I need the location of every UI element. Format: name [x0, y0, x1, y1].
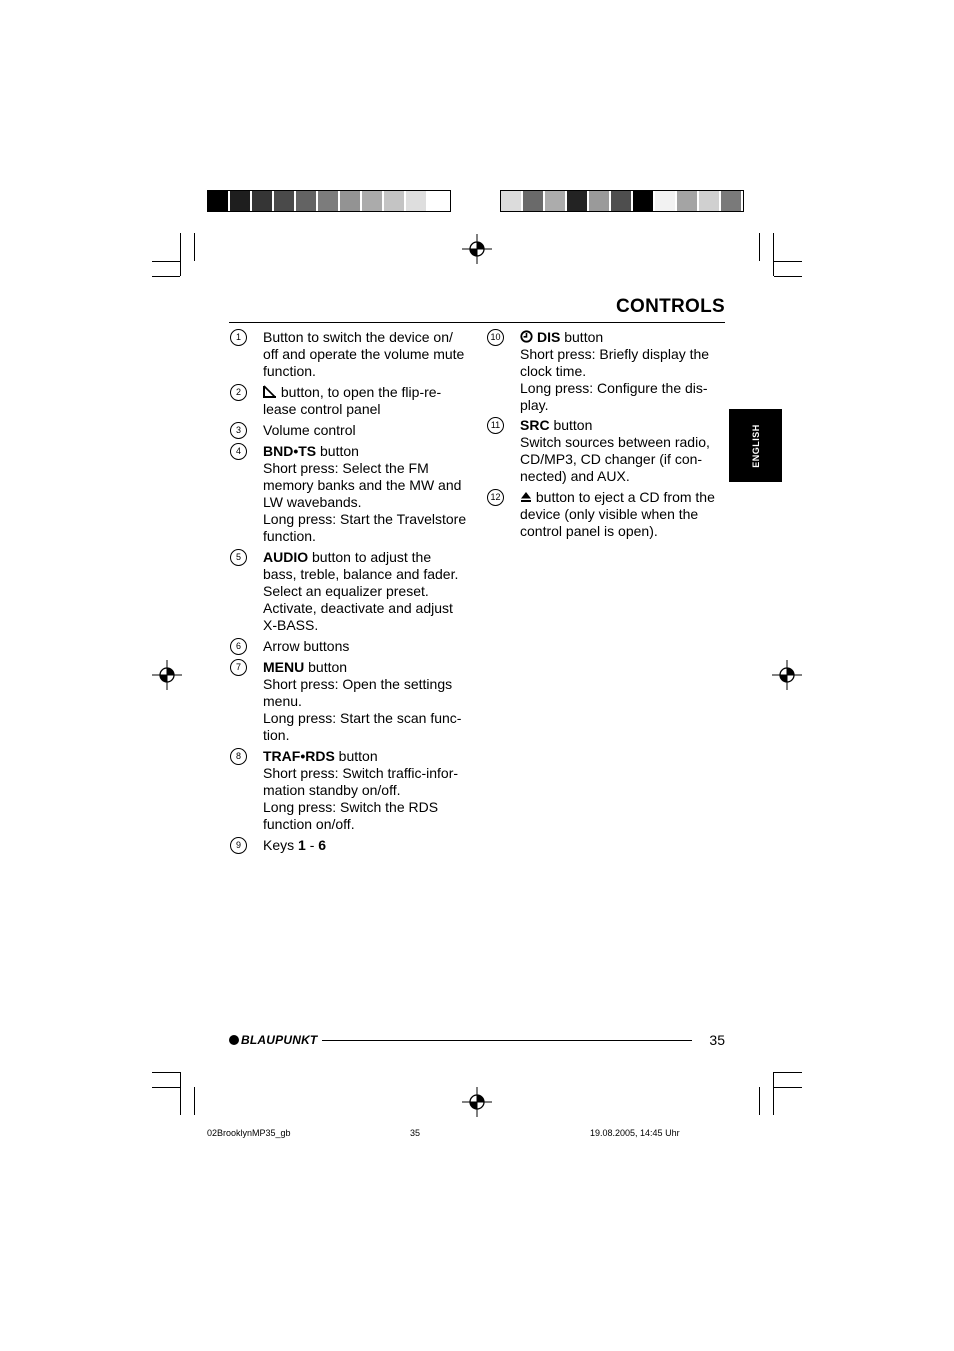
registration-mark-left	[152, 660, 182, 690]
color-swatch	[611, 191, 631, 211]
item-text-line: bass, treble, balance and fader.	[263, 566, 459, 582]
item-text-line: Short press: Switch traffic-infor-	[263, 765, 459, 781]
item-text-line: X-BASS.	[263, 617, 319, 633]
slug-page: 35	[410, 1128, 421, 1138]
language-tab	[729, 409, 782, 482]
item-number: 10	[487, 329, 504, 346]
color-swatch	[274, 191, 294, 211]
color-swatch	[567, 191, 587, 211]
key-range-end: 6	[318, 837, 327, 853]
item-text-line: Arrow buttons	[263, 638, 350, 654]
item-text-line: Button to switch the device on/	[263, 329, 453, 345]
item-text-rest: button	[304, 659, 348, 675]
item-button-name: SRC	[520, 417, 550, 433]
color-swatch	[655, 191, 675, 211]
page-number: 35	[709, 1032, 725, 1048]
color-swatch	[230, 191, 250, 211]
item-text-line: off and operate the volume mute	[263, 346, 465, 362]
footer-rule	[322, 1040, 692, 1041]
color-swatch	[633, 191, 653, 211]
title-rule	[229, 322, 725, 323]
item-number: 12	[487, 489, 504, 506]
registration-mark-top	[462, 234, 492, 264]
color-swatch	[340, 191, 360, 211]
item-text-line: Select an equalizer preset.	[263, 583, 429, 599]
item-text-line: Long press: Start the Travelstore	[263, 511, 467, 527]
brand-name: BLAUPUNKT	[241, 1033, 318, 1047]
item-text-rest: button	[334, 748, 378, 764]
slug-date: 19.08.2005, 14:45 Uhr	[590, 1128, 680, 1138]
color-swatch	[318, 191, 338, 211]
color-swatch	[384, 191, 404, 211]
color-swatch	[699, 191, 719, 211]
item-text-line: mation standby on/off.	[263, 782, 401, 798]
item-text-rest: button	[549, 417, 593, 433]
eject-icon	[520, 491, 532, 503]
color-swatch	[501, 191, 521, 211]
color-swatch	[677, 191, 697, 211]
registration-mark-bottom	[462, 1087, 492, 1117]
item-text-line: memory banks and the MW and	[263, 477, 462, 493]
item-button-name: AUDIO	[263, 549, 309, 565]
item-number: 7	[230, 659, 247, 676]
brand-dot-icon	[229, 1035, 239, 1045]
item-text-line: function.	[263, 363, 316, 379]
color-swatch	[589, 191, 609, 211]
item-number: 6	[230, 638, 247, 655]
item-text-line: clock time.	[520, 363, 587, 379]
color-swatch	[721, 191, 741, 211]
item-text-line: Long press: Configure the dis-	[520, 380, 708, 396]
item-text-line: play.	[520, 397, 549, 413]
item-text-rest: button	[316, 443, 359, 459]
color-swatch	[252, 191, 272, 211]
item-text-line: tion.	[263, 727, 290, 743]
language-tab-label: ENGLISH	[750, 423, 761, 468]
item-text-line: button to eject a CD from the	[532, 489, 715, 505]
item-button-name: MENU	[263, 659, 305, 675]
item-number: 11	[487, 417, 504, 434]
page-title: CONTROLS	[615, 296, 725, 317]
item-text-line: button, to open the flip-re-	[277, 384, 442, 400]
color-swatch	[406, 191, 426, 211]
item-number: 8	[230, 748, 247, 765]
item-text-line: control panel is open).	[520, 523, 658, 539]
slug-file: 02BrooklynMP35_gb	[207, 1128, 291, 1138]
item-text-line: Short press: Open the settings	[263, 676, 453, 692]
color-swatch	[362, 191, 382, 211]
item-text-line: Activate, deactivate and adjust	[263, 600, 453, 616]
key-range-start: 1	[298, 837, 306, 853]
item-text-rest: button to adjust the	[308, 549, 432, 565]
item-text-line: menu.	[263, 693, 302, 709]
color-swatch	[428, 191, 448, 211]
registration-mark-right	[772, 660, 802, 690]
item-text-line: lease control panel	[263, 401, 381, 417]
item-text-line: nected) and AUX.	[520, 468, 630, 484]
color-swatch	[545, 191, 565, 211]
color-swatch	[523, 191, 543, 211]
item-text-line: Short press: Select the FM	[263, 460, 429, 476]
item-button-name: TRAF•RDS	[263, 748, 335, 764]
item-button-name: BND•TS	[263, 443, 317, 459]
flip-release-icon	[263, 385, 277, 398]
item-number: 4	[230, 443, 247, 460]
brand-logo	[229, 1033, 317, 1047]
item-number: 3	[230, 422, 247, 439]
item-number: 5	[230, 549, 247, 566]
item-text-prefix: Keys	[263, 837, 299, 853]
item-text-rest: button	[560, 329, 604, 345]
item-number: 2	[230, 384, 247, 401]
item-text-line: CD/MP3, CD changer (if con-	[520, 451, 703, 467]
item-text-line: Long press: Switch the RDS	[263, 799, 439, 815]
color-swatch	[208, 191, 228, 211]
clock-icon	[520, 330, 533, 343]
item-text-line: Long press: Start the scan func-	[263, 710, 462, 726]
item-text-line: Switch sources between radio,	[520, 434, 710, 450]
item-number: 1	[230, 329, 247, 346]
item-text-line: device (only visible when the	[520, 506, 699, 522]
item-text-line: LW wavebands.	[263, 494, 362, 510]
item-text-line: function on/off.	[263, 816, 355, 832]
color-swatch	[296, 191, 316, 211]
item-text-line: function.	[263, 528, 316, 544]
item-number: 9	[230, 837, 247, 854]
key-range-separator: -	[305, 837, 319, 853]
item-button-name: DIS	[537, 329, 561, 345]
item-text-line: Short press: Briefly display the	[520, 346, 710, 362]
item-text-line: Volume control	[263, 422, 356, 438]
